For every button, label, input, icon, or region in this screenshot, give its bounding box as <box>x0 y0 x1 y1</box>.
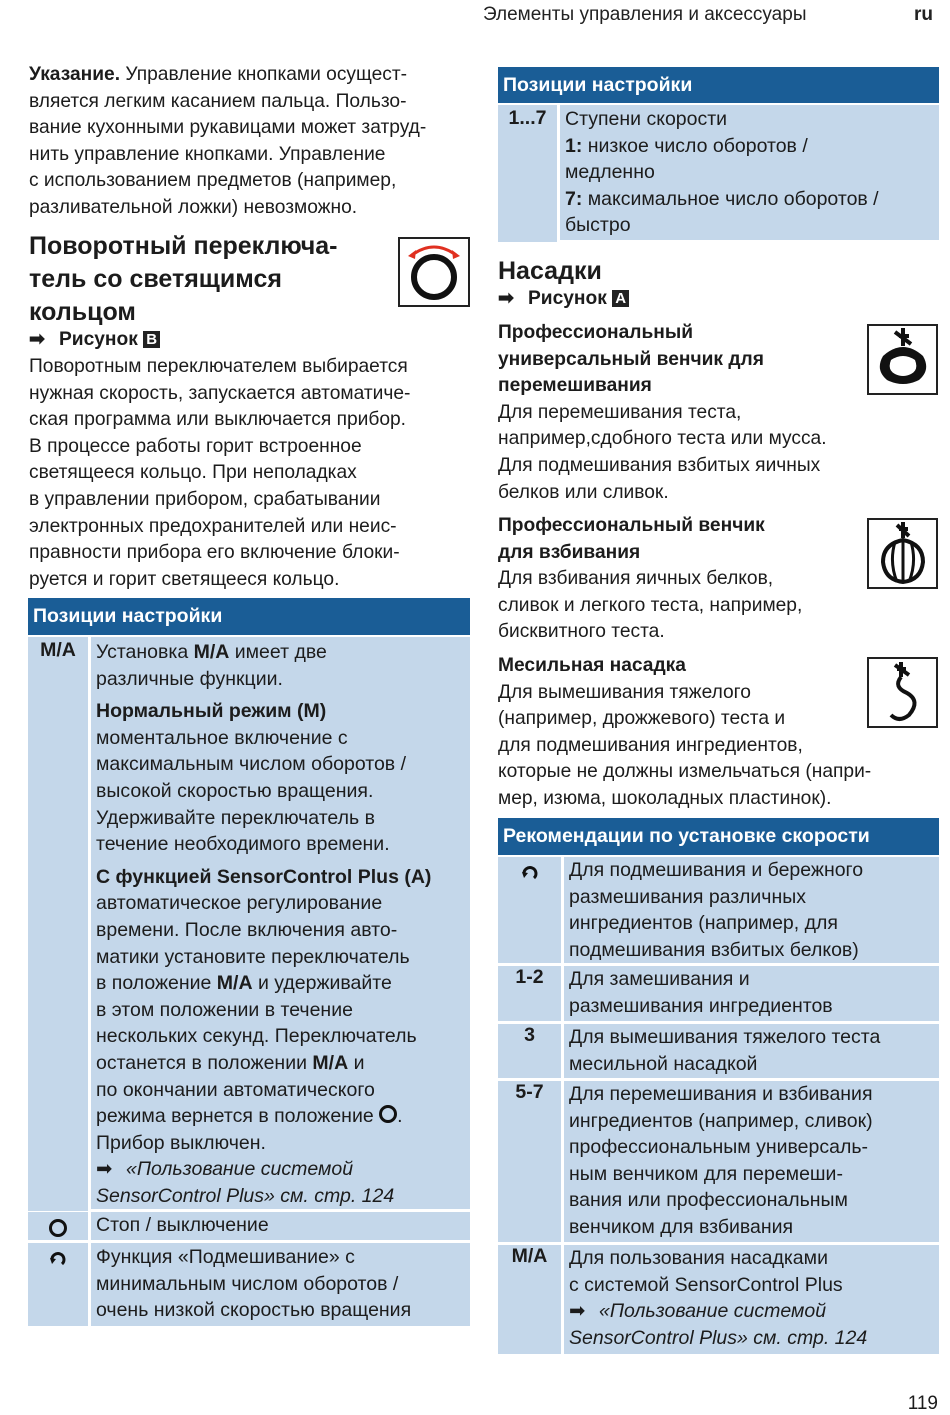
dough-hook-icon <box>867 657 938 728</box>
rotary-figure-ref: ➡ Рисунок B <box>29 327 160 354</box>
row-value: Для подмешивания и бережного размешивания различных ингредиентов (например, для подмешивания взбитых белков) <box>564 857 939 963</box>
row-value: Для замешивания и размешивания ингредиентов <box>564 966 939 1021</box>
positions-table-left <box>28 598 470 1326</box>
note-line: Управление кнопками осущест- <box>120 64 408 85</box>
running-header-lang: ru <box>914 4 933 25</box>
attachment-item: Профессиональный венчик для взбивания Для взбивания яичных белков, сливок и легкого теста, например, бисквитного теста. <box>498 515 803 643</box>
pulse-arrow-icon <box>28 1243 88 1326</box>
pulse-arrow-icon <box>498 857 561 963</box>
arrow-right-icon: ➡ <box>96 1158 113 1181</box>
off-circle-icon <box>379 1105 397 1123</box>
row-value: Для пользования насадками с системой SensorControl Plus ➡ «Пользование системой SensorControl Plus» см. стр. 124 <box>564 1245 939 1354</box>
note-label: Указание. <box>29 64 121 85</box>
off-circle-icon <box>28 1212 88 1240</box>
row-key: 3 <box>498 1024 561 1078</box>
arrow-right-icon: ➡ <box>29 329 46 350</box>
normal-mode-title: Нормальный режим (М) <box>96 700 327 723</box>
note-line: нить управление кнопками. Управление <box>29 143 386 165</box>
row-value: Установка M/A имеет две различные функции. Нормальный режим (М) моментальное включение с максимальным числом оборотов / высокой скоростью вращения. Удерживайте переключатель в течение необходимого времени. С функцией SensorControl Plus (А) автоматическое регулирование времени. После включения авто- матики установите переключатель в положение M/A и удерживайте в этом положении в течение нескольких секунд. Переключатель останется в положении M/A и по окончании автоматического режима вернется в положение . Прибор выключен. ➡ «Пользование системой SensorControl Plus» см. стр. 124 <box>91 637 470 1209</box>
positions-table-right <box>498 67 939 240</box>
universal-whisk-icon <box>867 324 938 395</box>
note-line: вляется легким касанием пальца. Пользо- <box>29 90 407 112</box>
row-key: M/A <box>28 637 88 1211</box>
arrow-right-icon: ➡ <box>498 288 515 309</box>
row-key: M/A <box>498 1245 561 1354</box>
row-value: Для перемешивания и взбивания ингредиентов (например, сливок) профессиональным универсаль- ным венчиком для перемеши- вания или профессиональным венчиком для взбивания <box>564 1081 939 1242</box>
attachment-item: Месильная насадка Для вымешивания тяжелого (например, дрожжевого) теста и для подмешивания ингредиентов, которые не должны измельчаться (напри- мер, изюма, шоколадных пластинок). <box>498 655 872 809</box>
row-value: Ступени скорости 1: низкое число оборотов / медленно 7: максимальное число оборотов / быстро <box>560 105 939 240</box>
row-key: 1...7 <box>498 105 557 242</box>
running-header-title: Элементы управления и аксессуары <box>483 4 807 25</box>
attachments-figure-ref: ➡ Рисунок A <box>498 286 629 313</box>
table-header: Рекомендации по установке скорости <box>498 818 939 855</box>
figure-letter-b: B <box>143 331 160 348</box>
table-header: Позиции настройки <box>28 598 470 635</box>
table-header: Позиции настройки <box>498 67 939 103</box>
rotary-body: Поворотным переключателем выбирается нужная скорость, запускается автоматиче- ская программа или выключается прибор. В процессе работы горит встроенное светящееся кольцо. При неполадках в управлении прибором, срабатывании электронных предохранителей или неис- правности прибора его включение блоки- руется и горит светящееся кольцо. <box>29 356 411 590</box>
note-line: с использованием предметов (например, <box>29 170 397 192</box>
row-value: Стоп / выключение <box>91 1212 470 1240</box>
rotary-ring-icon <box>398 237 470 307</box>
page-number: 119 <box>907 1393 938 1414</box>
row-value: Для вымешивания тяжелого теста месильной насадкой <box>564 1024 939 1078</box>
arrow-right-icon: ➡ <box>569 1300 586 1323</box>
figure-letter-a: A <box>612 290 629 307</box>
note-line: разливательной ложки) невозможно. <box>29 196 358 218</box>
note-line: вание кухонными рукавицами может затруд- <box>29 117 427 139</box>
speed-recommendations-table <box>498 818 939 1354</box>
row-key: 5-7 <box>498 1081 561 1242</box>
rotary-heading: Поворотный переключа- тель со светящимся кольцом <box>29 232 338 326</box>
note-paragraph <box>29 62 469 222</box>
row-key: 1-2 <box>498 966 561 1021</box>
row-value: Функция «Подмешивание» с минимальным числом оборотов / очень низкой скоростью вращения <box>91 1243 470 1326</box>
sensor-mode-title: С функцией SensorControl Plus (А) <box>96 865 432 888</box>
attachments-heading: Насадки <box>498 257 602 285</box>
whisk-icon <box>867 518 938 589</box>
attachment-item: Профессиональный универсальный венчик для перемешивания Для перемешивания теста, например,сдобного теста или мусса. Для подмешивания взбитых яичных белков или сливок. <box>498 322 827 503</box>
